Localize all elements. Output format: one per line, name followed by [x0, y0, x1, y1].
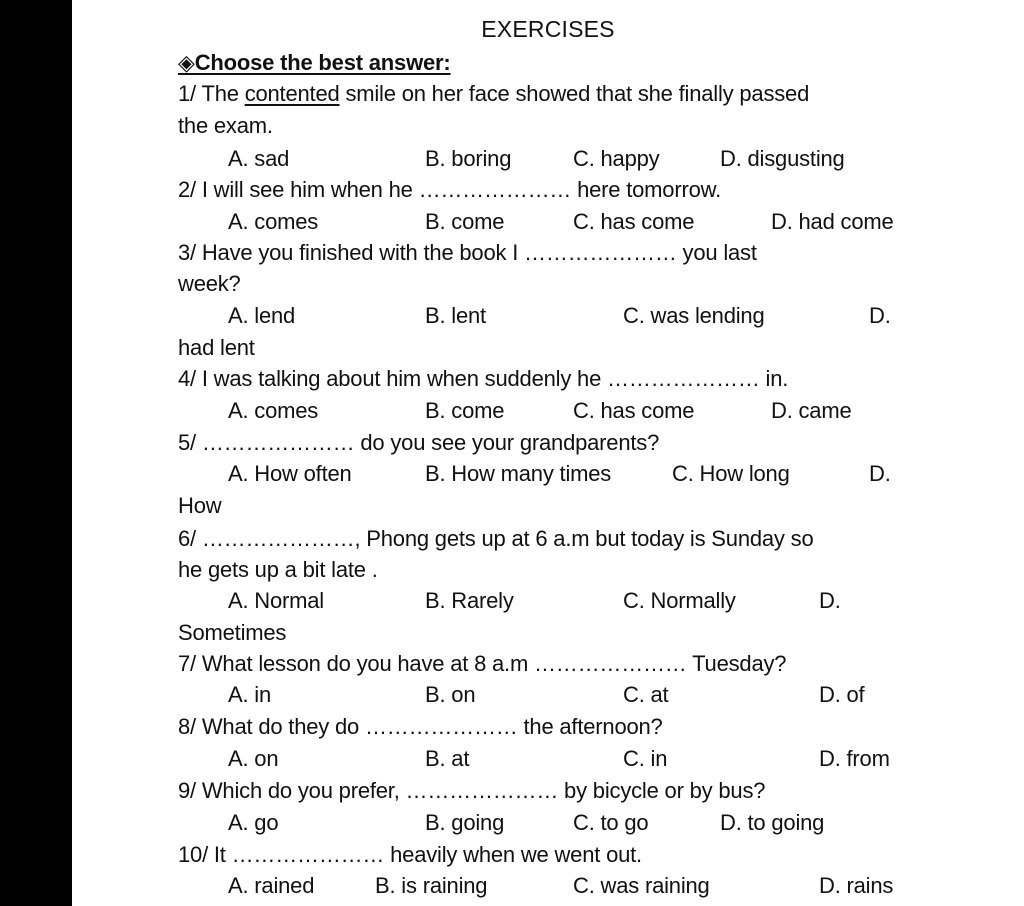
- q5-option-d-wrap[interactable]: How: [178, 493, 222, 518]
- q8-option-d[interactable]: D. from: [819, 746, 890, 771]
- q4-option-b[interactable]: B. come: [425, 398, 505, 423]
- question-4: 4/ I was talking about him when suddenly he ………………… in.: [178, 366, 789, 391]
- left-black-border: [0, 0, 72, 906]
- question-3: 3/ Have you finished with the book I ………………… you last: [178, 240, 757, 265]
- q10-option-d[interactable]: D. rains: [819, 873, 894, 898]
- q6-option-a[interactable]: A. Normal: [228, 588, 324, 613]
- q8-option-c[interactable]: C. in: [623, 746, 668, 771]
- question-2: 2/ I will see him when he ………………… here tomorrow.: [178, 177, 722, 202]
- q2-option-b[interactable]: B. come: [425, 209, 505, 234]
- question-6: 6/ …………………, Phong gets up at 6 a.m but today is Sunday so: [178, 526, 814, 551]
- question-3-continuation: week?: [178, 271, 241, 296]
- q5-option-c[interactable]: C. How long: [672, 461, 790, 486]
- q1-option-b[interactable]: B. boring: [425, 146, 512, 171]
- q1-option-a[interactable]: A. sad: [228, 146, 290, 171]
- worksheet-page: [72, 0, 1024, 906]
- q10-option-c[interactable]: C. was raining: [573, 873, 710, 898]
- q8-option-b[interactable]: B. at: [425, 746, 470, 771]
- question-10: 10/ It ………………… heavily when we went out.: [178, 842, 642, 867]
- q4-option-c[interactable]: C. has come: [573, 398, 695, 423]
- q7-option-a[interactable]: A. in: [228, 682, 272, 707]
- q8-option-a[interactable]: A. on: [228, 746, 279, 771]
- question-1-keyword: contented: [244, 81, 340, 106]
- q6-option-d[interactable]: D.: [819, 588, 841, 613]
- instruction-heading: ◈Choose the best answer:: [178, 50, 451, 75]
- q5-option-b[interactable]: B. How many times: [425, 461, 612, 486]
- q4-option-d[interactable]: D. came: [771, 398, 852, 423]
- q3-option-d[interactable]: D.: [869, 303, 891, 328]
- q5-option-d[interactable]: D.: [869, 461, 891, 486]
- q3-option-b[interactable]: B. lent: [425, 303, 486, 328]
- question-1-prefix: 1/ The: [178, 81, 245, 106]
- q6-option-c[interactable]: C. Normally: [623, 588, 736, 613]
- q9-option-b[interactable]: B. going: [425, 810, 505, 835]
- q1-option-d[interactable]: D. disgusting: [720, 146, 845, 171]
- q5-option-a[interactable]: A. How often: [228, 461, 352, 486]
- q9-option-c[interactable]: C. to go: [573, 810, 649, 835]
- question-1-continuation: the exam.: [178, 113, 273, 138]
- q1-option-c[interactable]: C. happy: [573, 146, 660, 171]
- q2-option-d[interactable]: D. had come: [771, 209, 894, 234]
- q2-option-a[interactable]: A. comes: [228, 209, 319, 234]
- q2-option-c[interactable]: C. has come: [573, 209, 695, 234]
- q9-option-a[interactable]: A. go: [228, 810, 279, 835]
- question-5: 5/ ………………… do you see your grandparents?: [178, 430, 660, 455]
- question-9: 9/ Which do you prefer, ………………… by bicycle or by bus?: [178, 778, 766, 803]
- q6-option-b[interactable]: B. Rarely: [425, 588, 514, 613]
- q3-option-c[interactable]: C. was lending: [623, 303, 765, 328]
- q10-option-a[interactable]: A. rained: [228, 873, 315, 898]
- q6-option-d-wrap[interactable]: Sometimes: [178, 620, 287, 645]
- q4-option-a[interactable]: A. comes: [228, 398, 319, 423]
- q9-option-d[interactable]: D. to going: [720, 810, 825, 835]
- page-title: EXERCISES: [481, 16, 615, 42]
- q3-option-d-wrap[interactable]: had lent: [178, 335, 255, 360]
- q3-option-a[interactable]: A. lend: [228, 303, 296, 328]
- question-1-suffix: smile on her face showed that she finally passed: [339, 81, 810, 106]
- question-8: 8/ What do they do ………………… the afternoon?: [178, 714, 663, 739]
- q10-option-b[interactable]: B. is raining: [375, 873, 488, 898]
- q7-option-b[interactable]: B. on: [425, 682, 476, 707]
- q7-option-d[interactable]: D. of: [819, 682, 865, 707]
- q7-option-c[interactable]: C. at: [623, 682, 669, 707]
- question-1: [178, 79, 809, 109]
- question-7: 7/ What lesson do you have at 8 a.m ………………… Tuesday?: [178, 651, 787, 676]
- question-6-continuation: he gets up a bit late .: [178, 557, 378, 582]
